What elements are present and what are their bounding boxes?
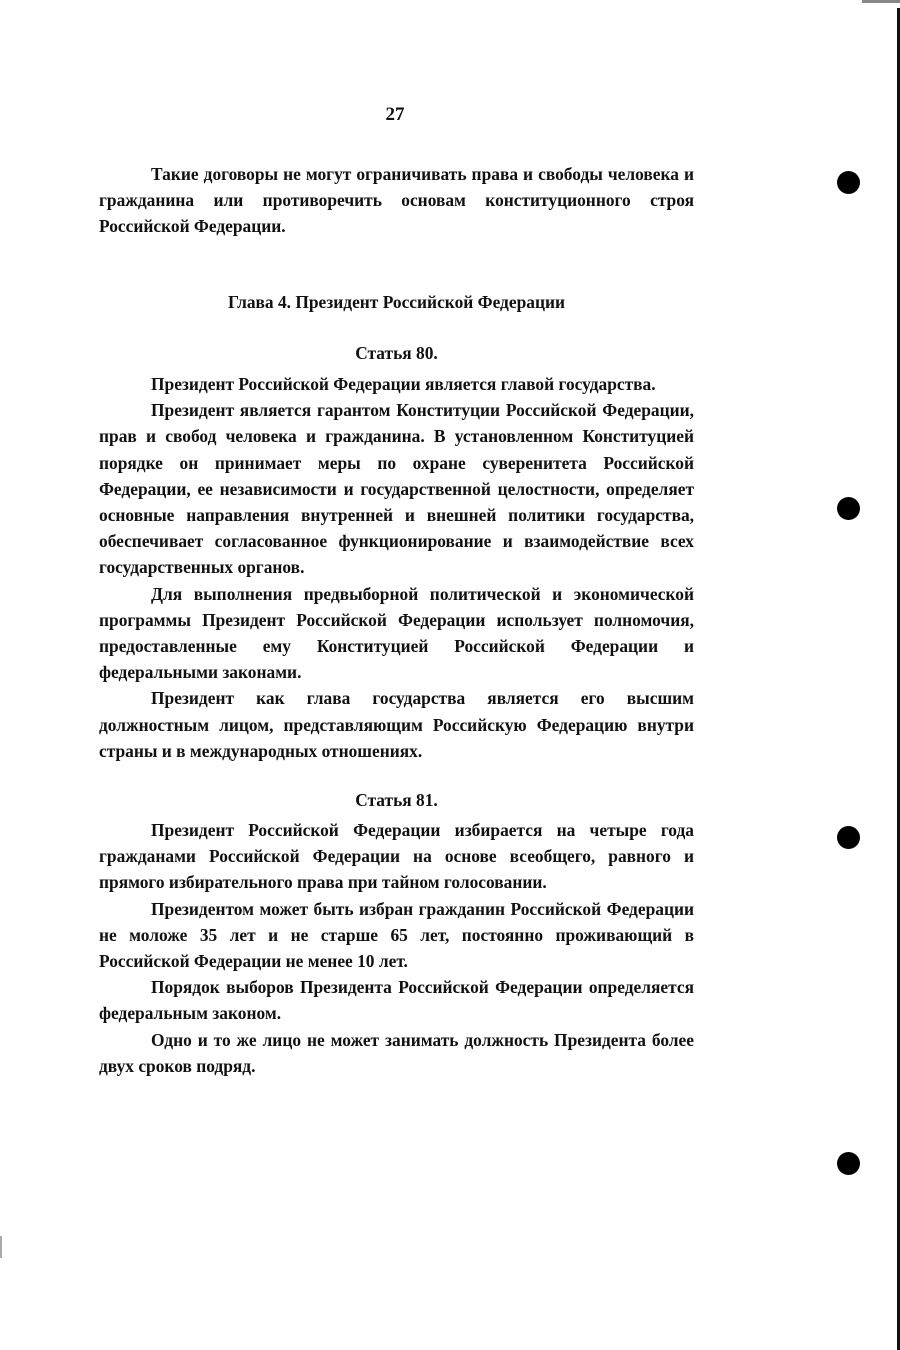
article-80-body xyxy=(99,371,694,764)
punch-hole-icon xyxy=(837,171,860,194)
intro-block xyxy=(99,161,694,240)
article-paragraph: Президент как глава государства является его высшим должностным лицом, представляющим Российскую Федерацию внутри страны и в международных отношениях. xyxy=(99,688,694,761)
punch-hole-icon xyxy=(837,1152,860,1175)
scan-top-edge xyxy=(862,0,900,3)
article-81-body xyxy=(99,817,694,1079)
punch-hole-icon xyxy=(837,826,860,849)
article-paragraph: Президент является гарантом Конституции Российской Федерации, прав и свобод человека и гражданина. В установленном Конституцией порядке он принимает меры по охране суверенитета Российской Федерации, ее независимости и государственной целостности, определяет основные направления внутренней и внешней политики государства, обеспечивает согласованное функционирование и взаимодействие всех государственных органов. xyxy=(99,400,694,578)
article-paragraph: Для выполнения предвыборной политической и экономической программы Президент Российской Федерации использует полномочия, предоставленные ему Конституцией Российской Федерации и федеральными законами. xyxy=(99,583,694,683)
punch-hole-icon xyxy=(837,497,860,520)
article-80-title: Статья 80. xyxy=(355,343,438,363)
scan-left-mark xyxy=(0,1236,2,1258)
article-paragraph: Президент Российской Федерации является главой государства. xyxy=(151,374,656,394)
article-paragraph: Президентом может быть избран гражданин Российской Федерации не моложе 35 лет и не старше 65 лет, постоянно проживающий в Российской Федерации не менее 10 лет. xyxy=(99,898,694,972)
chapter-title: Глава 4. Президент Российской Федерации xyxy=(227,292,566,312)
article-81-title: Статья 81. xyxy=(355,790,438,810)
page-number: 27 xyxy=(385,104,405,125)
article-paragraph: Одно и то же лицо не может занимать должность Президента более двух сроков подряд. xyxy=(99,1029,694,1076)
article-paragraph: Президент Российской Федерации избирается на четыре года гражданами Российской Федерации на основе всеобщего, равного и прямого избирательного права при тайном голосовании. xyxy=(99,820,694,893)
intro-paragraph: Такие договоры не могут ограничивать права и свободы человека и гражданина или противоречить основам конституционного строя Российской Федерации. xyxy=(99,164,694,237)
article-paragraph: Порядок выборов Президента Российской Федерации определяется федеральным законом. xyxy=(99,977,694,1024)
